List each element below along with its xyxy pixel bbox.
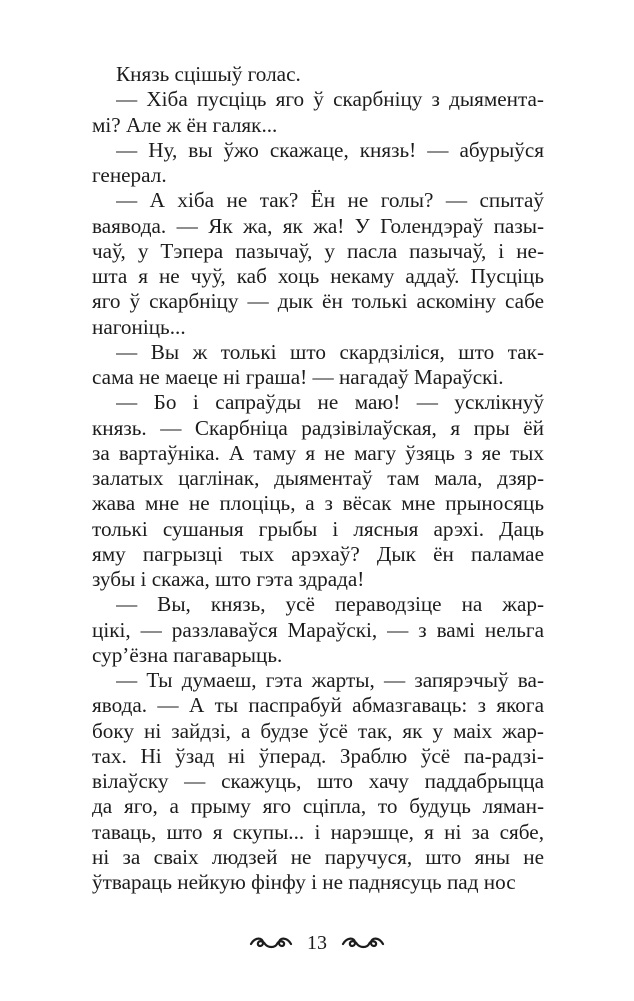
- text-line: князь. — Скарбніца радзівілаўская, я пры ёй: [92, 415, 544, 440]
- text-line: Князь сцішыў голас.: [116, 62, 301, 86]
- paragraph: [92, 390, 544, 592]
- page-footer: [0, 928, 634, 958]
- text-line: — Ты думаеш, гэта жарты, — запярэчыў ва-: [116, 668, 544, 692]
- text-line: за вартаўніка. А таму я не магу ўзяць з яе тых: [92, 440, 544, 465]
- text-line: вілаўску — скажуць, што хачу паддабрыцца: [92, 769, 544, 793]
- swirl-ornament-icon: [249, 935, 293, 951]
- text-line: — Бо і сапраўды не маю! — усклікнуў: [116, 390, 544, 415]
- text-line: тах. Ні ўзад ні ўперад. Зраблю ўсё па-радзі-: [92, 743, 544, 768]
- text-line: ваявода. — Як жа, як жа! У Голендэраў пазы-: [92, 213, 544, 238]
- text-line: генерал.: [92, 163, 167, 187]
- text-line: толькі сушаныя грыбы і лясныя арэхі. Даць: [92, 516, 544, 541]
- text-line: ўтвараць нейкую фінфу і не паднясуць пад нос: [92, 870, 516, 894]
- text-line: да яго, а прыму яго сціпла, то будуць ляман-: [92, 794, 544, 819]
- text-line: зубы і скажа, што гэта здрада!: [92, 567, 365, 591]
- swirl-ornament-icon: [341, 935, 385, 951]
- paragraph: [92, 592, 544, 668]
- paragraph: [92, 668, 544, 895]
- text-line: жава мне не плоціць, а з вёсак мне прыносяць: [92, 491, 544, 516]
- page-body: [92, 62, 544, 895]
- paragraph: [92, 340, 544, 391]
- text-line: — А хіба не так? Ён не голы? — спытаў: [116, 188, 544, 213]
- text-line: цікі, — раззлаваўся Мараўскі, — з вамі нельга: [92, 617, 544, 642]
- paragraph: [92, 87, 544, 138]
- text-line: — Вы ж толькі што скардзіліся, што так-: [116, 339, 544, 364]
- text-line: сама не маеце ні граша! — нагадаў Мараўскі.: [92, 365, 504, 389]
- text-line: сур’ёзна пагаварыць.: [92, 642, 283, 667]
- text-line: яму пагрызці тых арэхаў? Дык ён паламае: [92, 541, 544, 566]
- text-line: залатых цаглінак, дыяментаў там мала, дзяр-: [92, 466, 544, 490]
- text-line: чаў, у Тэпера пазычаў, у пасла пазычаў, і не-: [92, 238, 544, 263]
- paragraph: [92, 138, 544, 189]
- page-number: 13: [307, 931, 327, 954]
- text-line: — Хіба пусціць яго ў скарбніцу з дыямента-: [116, 87, 544, 112]
- paragraph: [92, 188, 544, 340]
- text-line: нагоніць...: [92, 314, 186, 339]
- text-line: мі? Але ж ён галяк...: [92, 112, 278, 137]
- text-line: таваць, што я скупы... і нарэшце, я ні за сябе,: [92, 819, 544, 844]
- text-line: — Ну, вы ўжо скажаце, князь! — абурыўся: [116, 137, 544, 162]
- text-line: явода. — А ты паспрабуй абмазгаваць: з якога: [92, 693, 544, 718]
- text-line: боку ні зайдзі, а будзе ўсё так, як у маіх жар-: [92, 718, 544, 743]
- text-line: яго ў скарбніцу — дык ён толькі аскоміну сабе: [92, 289, 544, 314]
- text-line: — Вы, князь, усё пераводзіце на жар-: [116, 592, 544, 617]
- paragraph: [92, 62, 544, 87]
- text-line: шта я не чуў, каб хоць некаму аддаў. Пусціць: [92, 264, 544, 288]
- text-line: ні за сваіх людзей не паручуся, што яны не: [92, 844, 544, 869]
